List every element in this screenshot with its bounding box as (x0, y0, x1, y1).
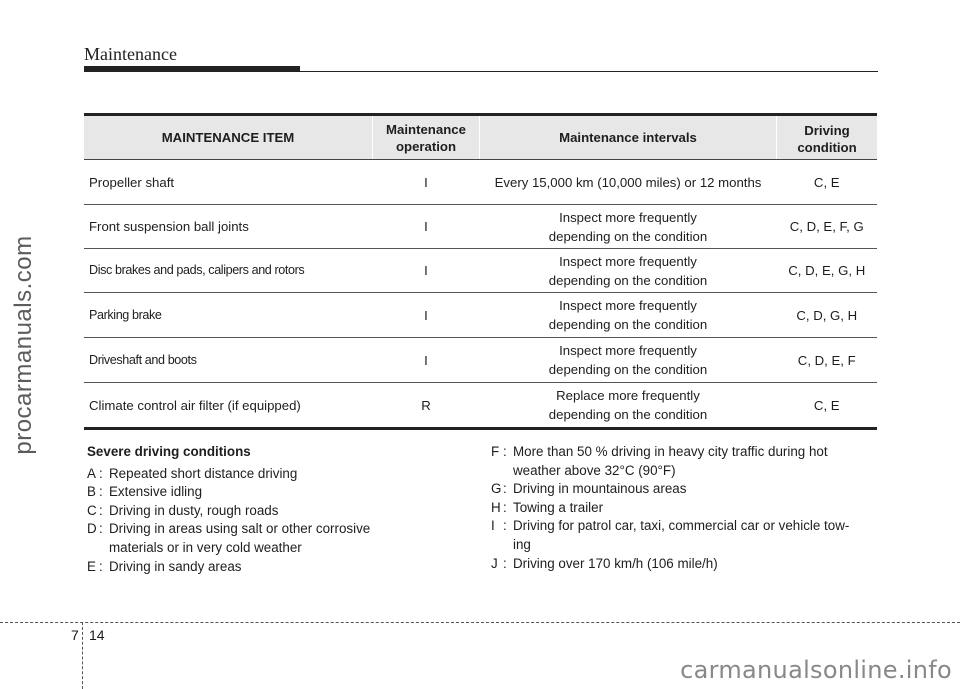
condition-separator: : (503, 444, 507, 459)
row-interval-line1: Inspect more frequently (559, 343, 697, 358)
condition-separator: : (99, 465, 103, 481)
condition-item (491, 443, 891, 480)
row-interval-line2: depending on the condition (548, 228, 708, 244)
condition-separator: : (99, 502, 103, 518)
condition-item (87, 520, 467, 557)
row-interval (480, 249, 777, 293)
row-condition: C, E (777, 160, 878, 205)
condition-separator: : (99, 558, 103, 574)
condition-text-line2: weather above 32°C (90°F) (513, 462, 676, 478)
table-row (84, 205, 877, 249)
header-rule (300, 71, 878, 72)
table-row (84, 160, 877, 205)
header-operation-line1: Maintenance (386, 121, 466, 137)
table-row (84, 338, 877, 383)
condition-text-line2: ing (513, 536, 531, 552)
severe-conditions-title: Severe driving conditions (87, 444, 251, 459)
condition-item (491, 517, 891, 554)
condition-letter: C (87, 502, 97, 518)
bottom-watermark: carmanualsonline.info (680, 656, 952, 684)
row-interval-line2: depending on the condition (548, 362, 708, 377)
condition-letter: J (491, 555, 498, 571)
row-interval-line1: Inspect more frequently (559, 253, 697, 269)
row-condition: C, D, E, F, G (777, 205, 878, 249)
condition-letter: B (87, 484, 96, 500)
condition-item (87, 558, 467, 577)
condition-text: Repeated short distance driving (109, 465, 298, 481)
header-accent-bar (84, 66, 300, 72)
header-maintenance-intervals: Maintenance intervals (480, 115, 777, 160)
row-operation: I (373, 160, 480, 205)
condition-letter: A (87, 465, 96, 481)
condition-text-line1: Driving in areas using salt or other corrosive (109, 521, 371, 537)
row-condition: C, D, E, G, H (777, 249, 878, 293)
row-item: Driveshaft and boots (84, 338, 373, 383)
condition-separator: : (503, 518, 507, 534)
table-row (84, 383, 877, 429)
row-interval (480, 383, 777, 429)
row-interval (480, 338, 777, 383)
condition-item (87, 502, 467, 521)
row-interval (480, 293, 777, 338)
row-condition: C, D, E, F (777, 338, 878, 383)
condition-text (513, 517, 849, 554)
header-driving-condition: Driving condition (777, 115, 878, 160)
condition-text (513, 443, 828, 480)
row-condition: C, D, G, H (777, 293, 878, 338)
severe-conditions-right (491, 443, 891, 573)
row-interval-line1: Replace more frequently (556, 388, 700, 403)
condition-letter: F (491, 444, 500, 459)
condition-item (87, 483, 467, 502)
side-watermark (6, 195, 42, 495)
row-item: Propeller shaft (84, 160, 373, 205)
row-item: Disc brakes and pads, calipers and rotors (84, 249, 373, 293)
row-item: Climate control air filter (if equipped) (84, 383, 373, 429)
condition-text: Driving over 170 km/h (106 mile/h) (513, 555, 718, 571)
footer-chapter-number: 7 (71, 627, 79, 643)
row-interval-line2: depending on the condition (548, 407, 708, 422)
condition-text (109, 520, 370, 557)
condition-text-line1: Driving for patrol car, taxi, commercial car or vehicle tow- (513, 518, 850, 534)
side-watermark-text: procarmanuals.com (10, 235, 37, 455)
row-operation: I (373, 338, 480, 383)
condition-text: Towing a trailer (513, 499, 604, 515)
condition-item (491, 480, 891, 499)
condition-letter: H (491, 499, 501, 515)
header-maintenance-item: MAINTENANCE ITEM (84, 115, 373, 160)
header-operation-line2: operation (395, 138, 457, 154)
row-interval: Every 15,000 km (10,000 miles) or 12 months (480, 160, 777, 205)
condition-text-line2: materials or in very cold weather (109, 539, 302, 555)
row-item: Parking brake (84, 293, 373, 338)
condition-letter: I (491, 518, 495, 534)
row-operation: I (373, 293, 480, 338)
row-interval (480, 205, 777, 249)
page-header-title: Maintenance (84, 44, 177, 64)
condition-separator: : (503, 499, 507, 515)
condition-separator: : (99, 521, 103, 537)
row-condition: C, E (777, 383, 878, 429)
header-maintenance-operation (373, 115, 480, 160)
condition-text: Extensive idling (109, 484, 203, 500)
row-interval-line1: Inspect more frequently (559, 298, 697, 313)
condition-letter: E (87, 558, 96, 574)
table-row (84, 293, 877, 338)
condition-text: Driving in dusty, rough roads (109, 502, 279, 518)
maintenance-table (84, 113, 877, 430)
row-interval-line1: Inspect more frequently (559, 209, 697, 225)
condition-letter: D (87, 521, 97, 537)
condition-text-line1: More than 50 % driving in heavy city traffic during hot (513, 444, 828, 459)
footer-dashed-divider (82, 622, 83, 689)
row-operation: I (373, 205, 480, 249)
footer-page-number: 14 (89, 627, 105, 643)
condition-separator: : (503, 481, 507, 497)
condition-text: Driving in mountainous areas (513, 481, 687, 497)
condition-separator: : (99, 484, 103, 500)
row-operation: I (373, 249, 480, 293)
row-interval-line2: depending on the condition (548, 317, 708, 332)
condition-text: Driving in sandy areas (109, 558, 242, 574)
condition-item (491, 555, 891, 574)
footer-dashed-rule (0, 622, 960, 623)
severe-conditions-left (87, 443, 467, 576)
table-row (84, 249, 877, 293)
condition-separator: : (503, 555, 507, 571)
condition-item (491, 499, 891, 518)
table-header-row (84, 115, 877, 160)
condition-item (87, 465, 467, 484)
row-item: Front suspension ball joints (84, 205, 373, 249)
row-operation: R (373, 383, 480, 429)
row-interval-line2: depending on the condition (548, 272, 708, 288)
condition-letter: G (491, 481, 502, 497)
